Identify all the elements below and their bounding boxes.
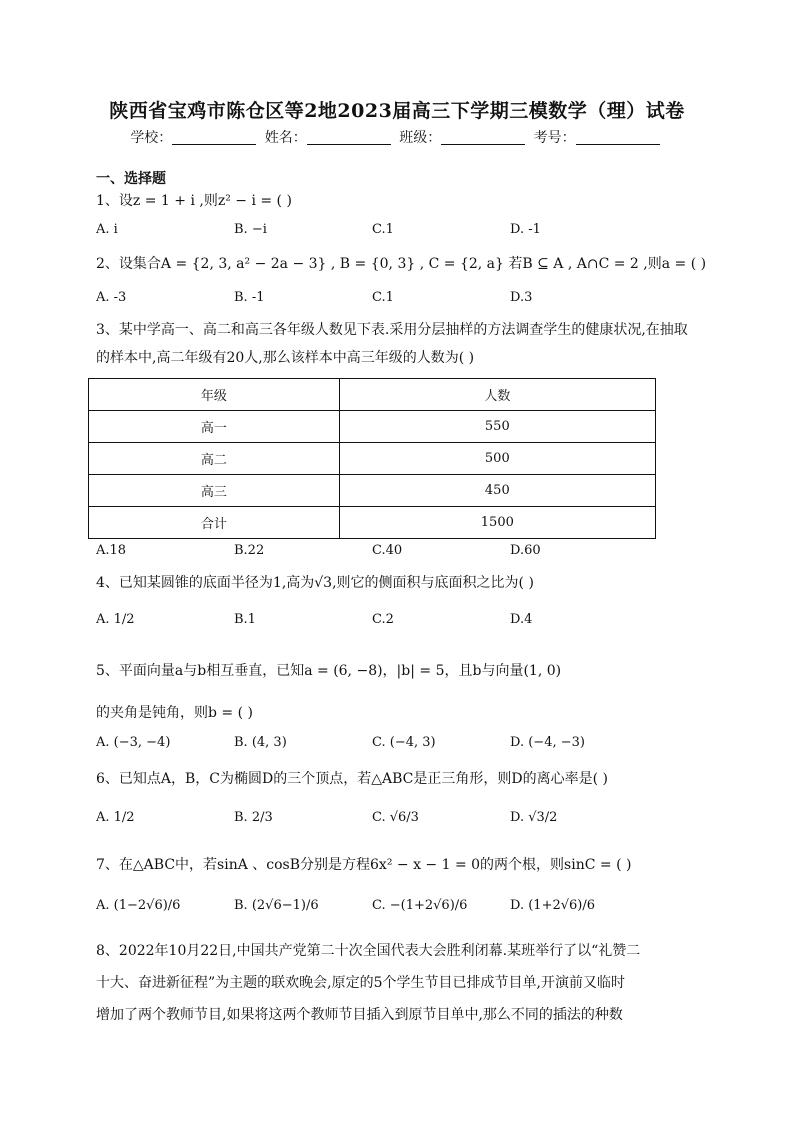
option-b[interactable]: B. -1 bbox=[234, 290, 265, 305]
option-a[interactable]: A. i bbox=[96, 222, 118, 237]
question-5-options bbox=[96, 735, 656, 771]
table-cell: 高一 bbox=[89, 411, 340, 443]
table-cell: 高三 bbox=[89, 475, 340, 507]
question-8-line-3: 增加了两个教师节目,如果将这两个教师节目插入到原节目单中,那么不同的插法的种数 bbox=[96, 1007, 623, 1023]
option-a[interactable]: A. 1/2 bbox=[96, 810, 135, 825]
question-7: 7、在△ABC中，若sinA 、cosB分别是方程6x² − x − 1 = 0的两个根，则sinC = ( ) bbox=[96, 857, 632, 873]
option-c[interactable]: C.1 bbox=[372, 222, 394, 237]
name-label: 姓名： bbox=[264, 130, 307, 146]
option-a[interactable]: A. 1/2 bbox=[96, 612, 135, 627]
school-label: 学校： bbox=[130, 130, 173, 146]
question-1: 1、设z = 1 + i ,则z² − i = ( ) bbox=[96, 193, 292, 209]
option-c[interactable]: C.40 bbox=[372, 543, 403, 558]
table-row bbox=[89, 507, 656, 539]
question-8-line-1: 8、2022年10月22日,中国共产党第二十次全国代表大会胜利闭幕.某班举行了以“礼赞二 bbox=[96, 943, 641, 959]
question-6-options bbox=[96, 810, 656, 846]
question-6: 6、已知点A，B，C为椭圆D的三个顶点，若△ABC是正三角形，则D的离心率是( ) bbox=[96, 771, 608, 787]
table-cell: 500 bbox=[339, 443, 655, 475]
question-3: 3、某中学高一、高二和高三各年级人数见下表.采用分层抽样的方法调查学生的健康状况,在抽取的样本中,高二年级有20人,那么该样本中高三年级的人数为( ) bbox=[96, 322, 688, 366]
class-blank[interactable] bbox=[441, 130, 525, 145]
option-d[interactable]: D. -1 bbox=[510, 222, 541, 237]
table-cell: 550 bbox=[339, 411, 655, 443]
option-a[interactable]: A. (−3, −4) bbox=[96, 735, 171, 750]
class-label: 班级： bbox=[399, 130, 442, 146]
section-heading: 一、选择题 bbox=[96, 171, 166, 187]
option-b[interactable]: B.22 bbox=[234, 543, 265, 558]
exam-title: 陕西省宝鸡市陈仓区等2地2023届高三下学期三模数学（理）试卷 bbox=[109, 100, 685, 122]
option-a[interactable]: A. -3 bbox=[96, 290, 127, 305]
option-b[interactable]: B. −i bbox=[234, 222, 267, 237]
option-d[interactable]: D.4 bbox=[510, 612, 533, 627]
option-d[interactable]: D.3 bbox=[510, 290, 533, 305]
table-header-cell: 年级 bbox=[89, 379, 340, 411]
table-cell: 1500 bbox=[339, 507, 655, 539]
question-5-line-1: 5、平面向量a与b相互垂直，已知a = (6, −8)，|b| = 5，且b与向量(1, 0) bbox=[96, 663, 562, 679]
option-c[interactable]: C. −(1+2√6)/6 bbox=[372, 898, 468, 913]
option-a[interactable]: A.18 bbox=[96, 543, 127, 558]
name-blank[interactable] bbox=[307, 130, 391, 145]
option-b[interactable]: B. (2√6−1)/6 bbox=[234, 898, 319, 913]
option-c[interactable]: C.1 bbox=[372, 290, 394, 305]
question-2: 2、设集合A = {2, 3, a² − 2a − 3} , B = {0, 3} , C = {2, a} 若B ⊆ A , A∩C = 2 ,则a = ( ) bbox=[96, 256, 707, 272]
option-b[interactable]: B. (4, 3) bbox=[234, 735, 287, 750]
table-cell: 合计 bbox=[89, 507, 340, 539]
option-c[interactable]: C. (−4, 3) bbox=[372, 735, 436, 750]
table-row bbox=[89, 443, 656, 475]
table-cell: 450 bbox=[339, 475, 655, 507]
grade-table bbox=[88, 378, 656, 539]
school-blank[interactable] bbox=[172, 130, 256, 145]
table-header-row bbox=[89, 379, 656, 411]
option-d[interactable]: D. (1+2√6)/6 bbox=[510, 898, 596, 913]
question-4: 4、已知某圆锥的底面半径为1,高为√3,则它的侧面积与底面积之比为( ) bbox=[96, 575, 534, 591]
question-4-options bbox=[96, 612, 656, 648]
option-c[interactable]: C.2 bbox=[372, 612, 394, 627]
exam-number-label: 考号： bbox=[533, 130, 576, 146]
student-info-line bbox=[0, 127, 794, 147]
option-d[interactable]: D.60 bbox=[510, 543, 541, 558]
question-7-options bbox=[96, 898, 656, 934]
table-row bbox=[89, 475, 656, 507]
option-d[interactable]: D. (−4, −3) bbox=[510, 735, 585, 750]
option-b[interactable]: B. 2/3 bbox=[234, 810, 273, 825]
table-header-cell: 人数 bbox=[339, 379, 655, 411]
question-5-line-2: 的夹角是钝角，则b = ( ) bbox=[96, 705, 253, 721]
table-cell: 高二 bbox=[89, 443, 340, 475]
option-d[interactable]: D. √3/2 bbox=[510, 810, 558, 825]
option-c[interactable]: C. √6/3 bbox=[372, 810, 419, 825]
option-b[interactable]: B.1 bbox=[234, 612, 256, 627]
option-a[interactable]: A. (1−2√6)/6 bbox=[96, 898, 181, 913]
exam-number-blank[interactable] bbox=[576, 130, 660, 145]
table-row bbox=[89, 411, 656, 443]
question-8-line-2: 十大、奋进新征程”为主题的联欢晚会,原定的5个学生节目已排成节目单,开演前又临时 bbox=[96, 975, 625, 991]
